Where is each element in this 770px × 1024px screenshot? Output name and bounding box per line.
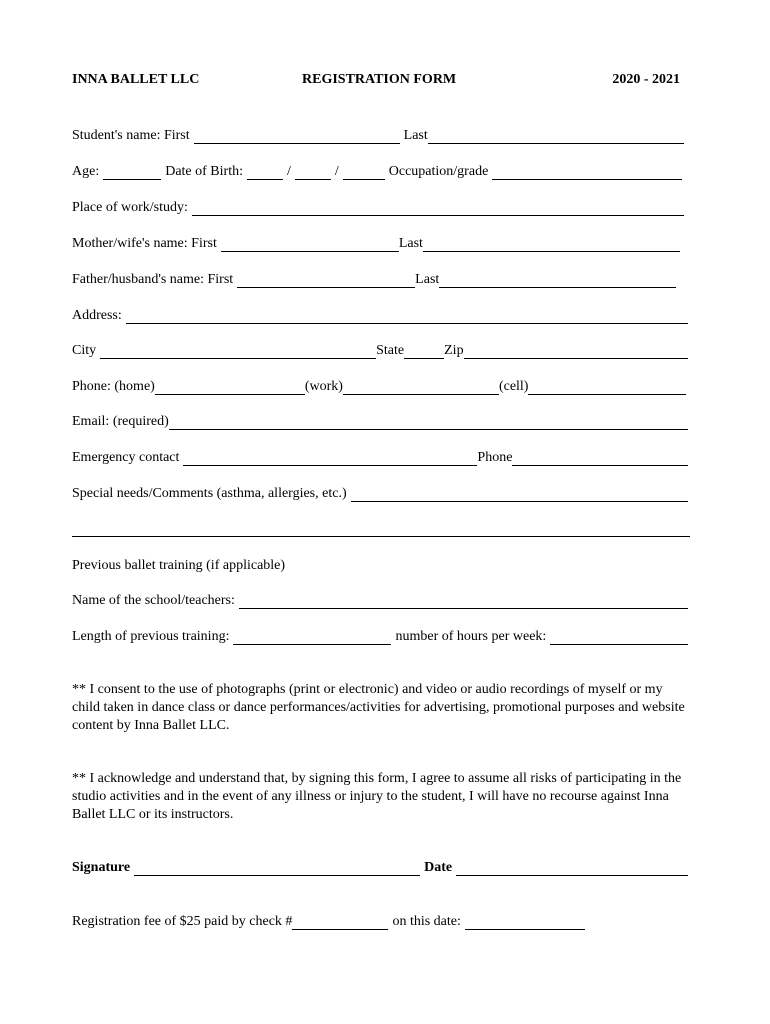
age-field[interactable]: [103, 165, 161, 180]
dob-slash-2: /: [334, 164, 339, 179]
father-last-field[interactable]: [439, 273, 676, 288]
student-name-row: [72, 126, 690, 144]
length-label: Length of previous training:: [72, 629, 230, 644]
phone-work-field[interactable]: [343, 380, 499, 395]
risk-acknowledgement-text: ** I acknowledge and understand that, by signing this form, I agree to assume all risks of participating in the studio activities and in the event of any illness or injury to the student, I will have no recourse against Inna Ballet LLC or its instructors.: [72, 771, 682, 822]
company-name: INNA BALLET LLC: [72, 72, 200, 87]
dob-day-field[interactable]: [295, 165, 331, 180]
father-last-label: Last: [415, 272, 440, 287]
special-needs-label: Special needs/Comments (asthma, allergies, etc.): [72, 486, 347, 501]
emergency-row: [72, 448, 690, 466]
fee-date-field[interactable]: [465, 915, 585, 930]
date-label: Date: [424, 860, 453, 875]
hours-label: number of hours per week:: [395, 629, 547, 644]
check-number-field[interactable]: [292, 915, 388, 930]
occupation-field[interactable]: [492, 165, 682, 180]
mother-first-label: Mother/wife's name: First: [72, 236, 217, 251]
phone-home-field[interactable]: [155, 380, 305, 395]
place-row: [72, 198, 690, 216]
phone-row: [72, 377, 690, 395]
address-row: [72, 306, 690, 324]
age-dob-row: [72, 162, 690, 180]
dob-month-field[interactable]: [247, 165, 283, 180]
fee-label: Registration fee of $25 paid by check #: [72, 914, 293, 929]
phone-cell-field[interactable]: [528, 380, 686, 395]
mother-last-label: Last: [398, 236, 423, 251]
length-field[interactable]: [233, 630, 391, 645]
school-row: [72, 591, 690, 609]
mother-last-field[interactable]: [423, 237, 680, 252]
state-label: State: [376, 343, 405, 358]
date-field[interactable]: [456, 861, 688, 876]
father-name-row: [72, 270, 690, 288]
email-row: [72, 412, 690, 430]
previous-training-row: [72, 556, 690, 574]
occupation-label: Occupation/grade: [388, 164, 489, 179]
student-first-field[interactable]: [194, 129, 400, 144]
student-first-label: Student's name: First: [72, 128, 190, 143]
dob-slash-1: /: [286, 164, 291, 179]
zip-field[interactable]: [464, 344, 688, 359]
fee-date-label: on this date:: [392, 914, 461, 929]
school-label: Name of the school/teachers:: [72, 593, 235, 608]
father-first-label: Father/husband's name: First: [72, 272, 234, 287]
mother-first-field[interactable]: [221, 237, 399, 252]
signature-label: Signature: [72, 860, 131, 875]
phone-cell-label: (cell): [498, 379, 529, 394]
place-label: Place of work/study:: [72, 200, 188, 215]
address-label: Address:: [72, 308, 122, 323]
dob-year-field[interactable]: [343, 165, 385, 180]
form-header: [72, 72, 680, 92]
emergency-phone-field[interactable]: [512, 451, 688, 466]
city-field[interactable]: [100, 344, 376, 359]
emergency-phone-label: Phone: [477, 450, 513, 465]
phone-work-label: (work): [304, 379, 343, 394]
special-needs-row-2: [72, 519, 690, 537]
emergency-label: Emergency contact: [72, 450, 180, 465]
registration-fee-row: [72, 912, 690, 930]
city-state-zip-row: [72, 341, 690, 359]
age-label: Age:: [72, 164, 100, 179]
email-field[interactable]: [169, 415, 688, 430]
zip-label: Zip: [444, 343, 464, 358]
place-field[interactable]: [192, 201, 684, 216]
special-needs-field[interactable]: [351, 487, 688, 502]
dob-label: Date of Birth:: [165, 164, 243, 179]
previous-training-heading: Previous ballet training (if applicable): [72, 558, 286, 573]
training-length-row: [72, 627, 690, 645]
special-needs-row: [72, 484, 690, 502]
father-first-field[interactable]: [237, 273, 415, 288]
season-year: 2020 - 2021: [612, 72, 680, 87]
student-last-field[interactable]: [428, 129, 684, 144]
hours-field[interactable]: [550, 630, 688, 645]
emergency-contact-field[interactable]: [183, 451, 477, 466]
state-field[interactable]: [404, 344, 444, 359]
school-field[interactable]: [239, 594, 688, 609]
address-field[interactable]: [126, 309, 688, 324]
signature-field[interactable]: [134, 861, 420, 876]
mother-name-row: [72, 234, 690, 252]
student-last-label: Last: [403, 128, 428, 143]
signature-row: [72, 858, 690, 876]
special-needs-field-2[interactable]: [72, 522, 690, 537]
phone-home-label: Phone: (home): [72, 379, 155, 394]
email-label: Email: (required): [72, 414, 169, 429]
form-title: REGISTRATION FORM: [302, 72, 457, 87]
city-label: City: [72, 343, 97, 358]
photo-consent-text: ** I consent to the use of photographs (print or electronic) and video or audio recordings of myself or my child taken in dance class or dance performances/activities for advertising, promotional purposes and website content by Inna Ballet LLC.: [72, 682, 685, 733]
